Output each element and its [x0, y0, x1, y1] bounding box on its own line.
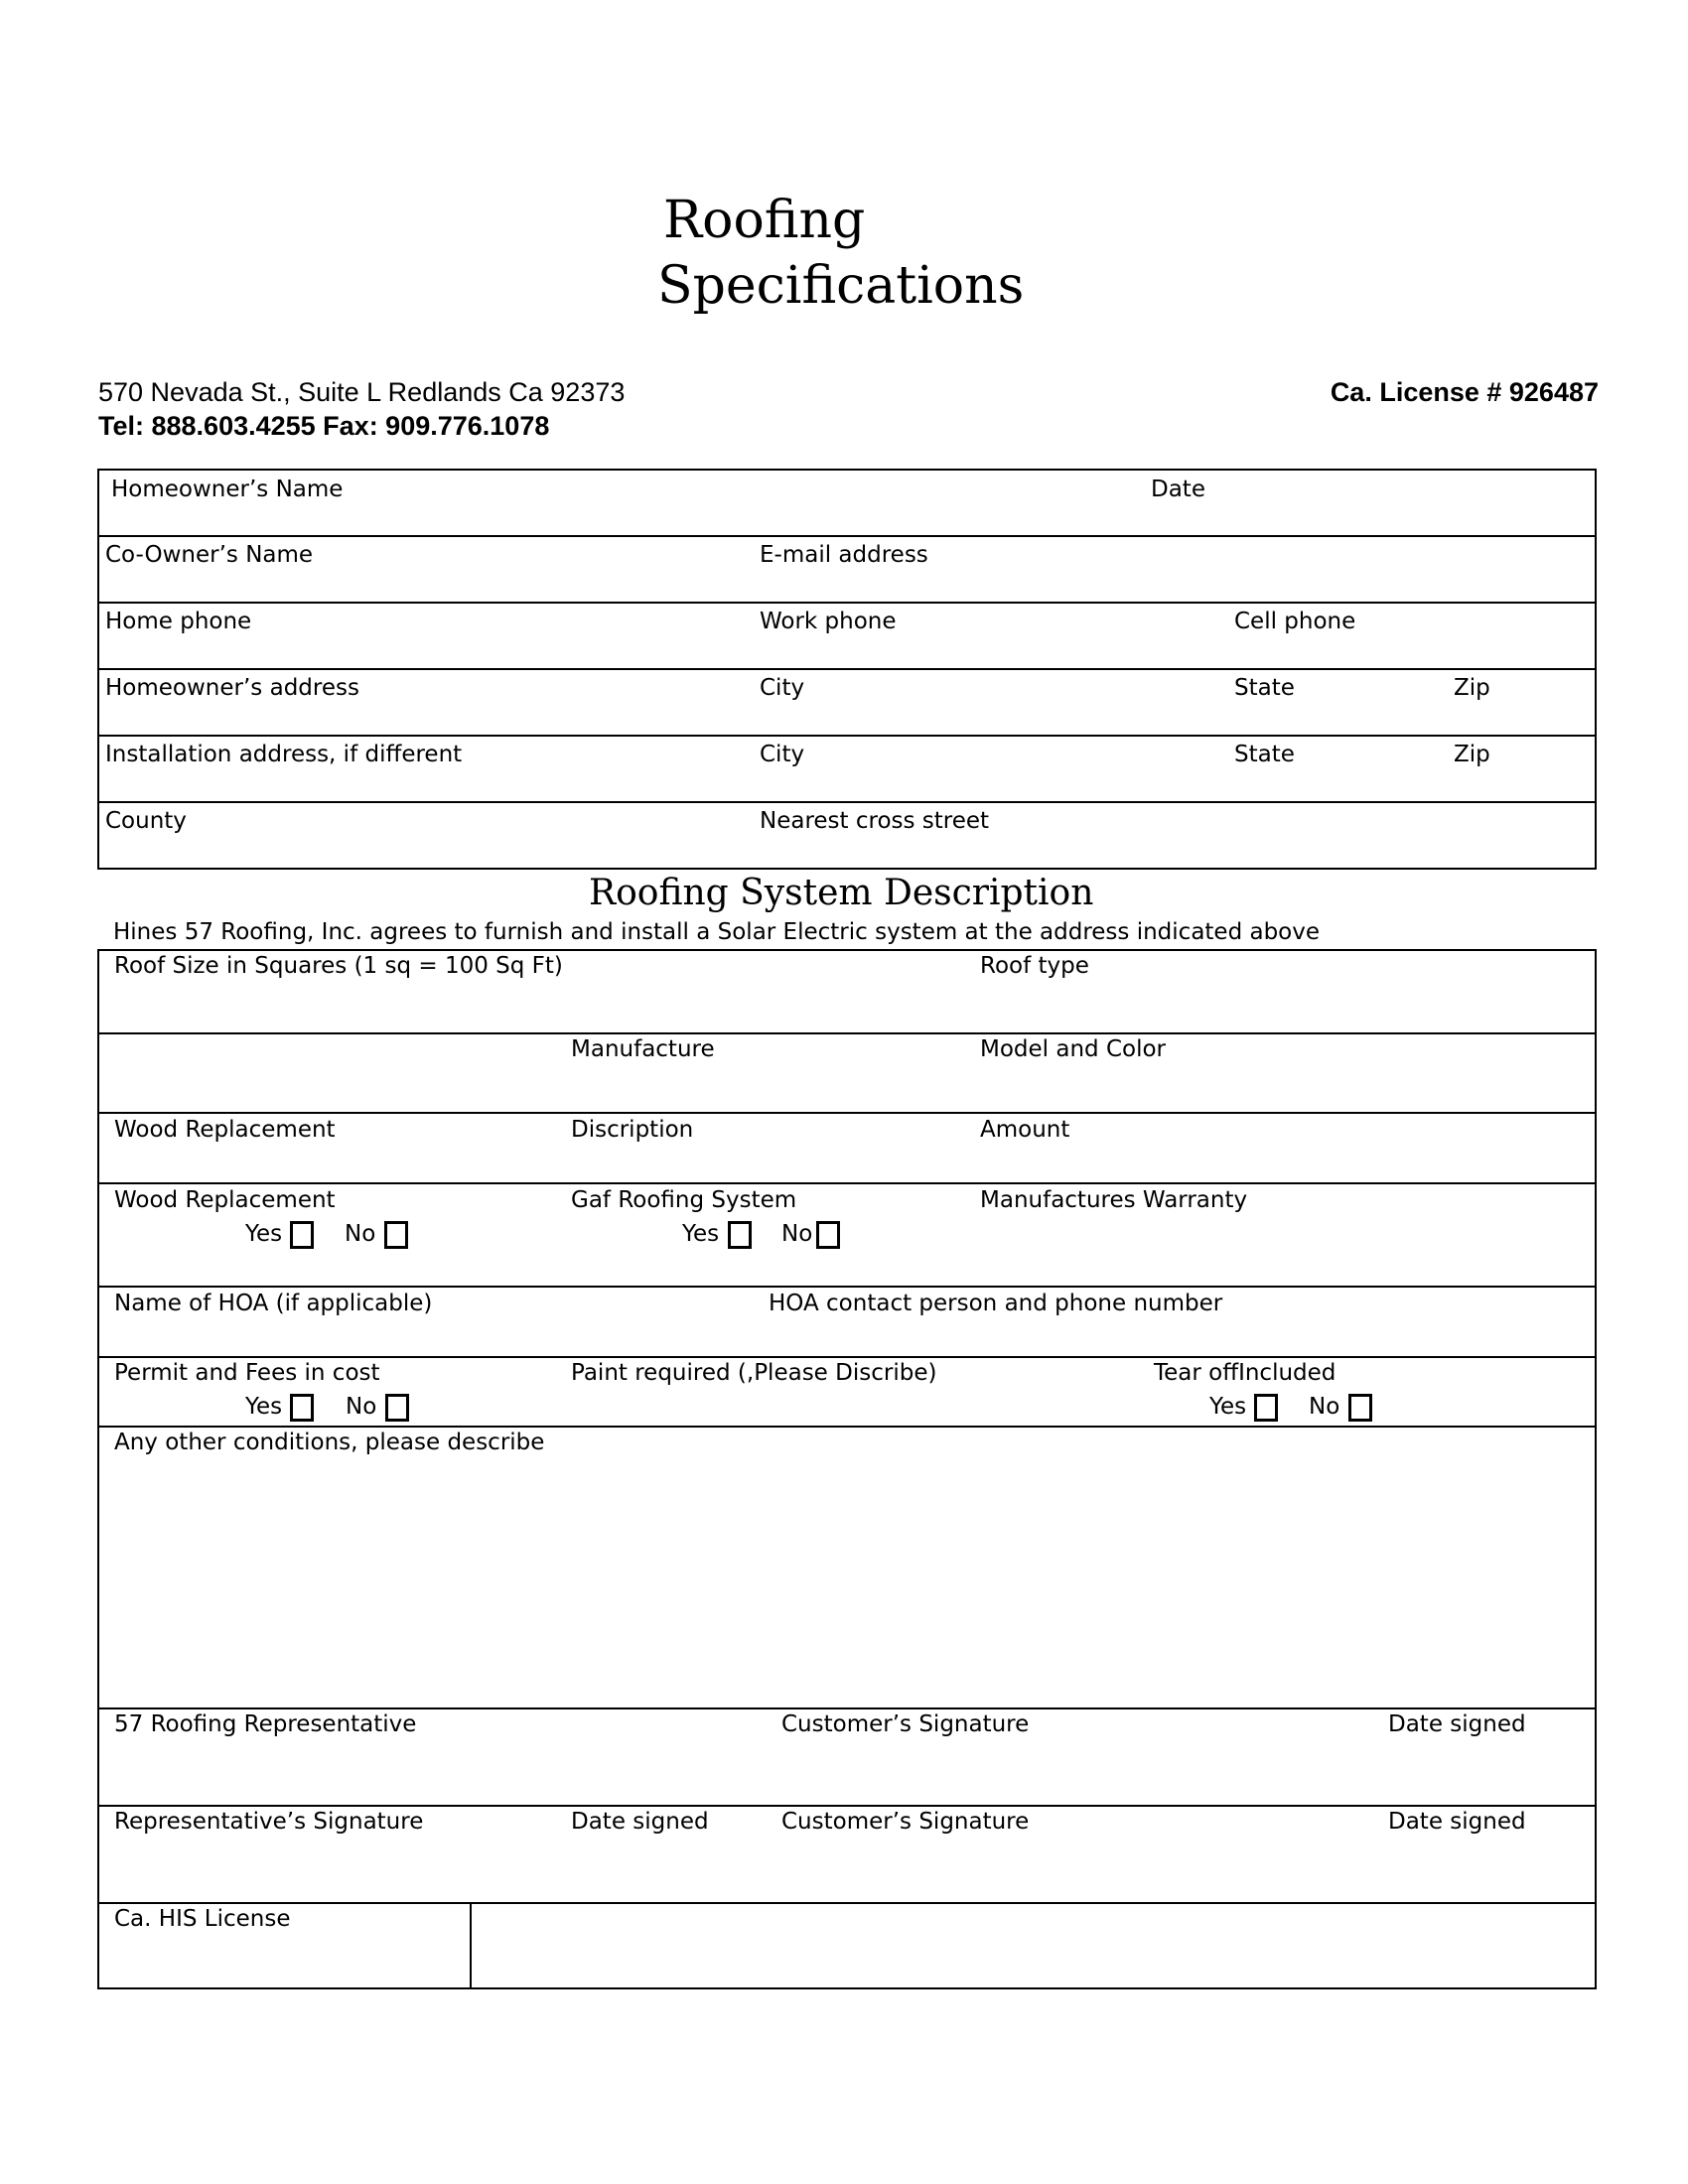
divider: [97, 1805, 1597, 1807]
divider: [97, 1112, 1597, 1114]
wood-yes-label: Yes: [245, 1221, 283, 1247]
divider: [97, 801, 1597, 803]
install-state-field[interactable]: State: [1234, 742, 1295, 767]
amount-field[interactable]: Amount: [980, 1117, 1070, 1143]
gaf-yes-label: Yes: [682, 1221, 720, 1247]
gaf-system-option: Gaf Roofing System: [571, 1187, 797, 1213]
county-field[interactable]: County: [105, 808, 187, 834]
divider: [470, 1902, 472, 1989]
roof-size-field[interactable]: Roof Size in Squares (1 sq = 100 Sq Ft): [114, 953, 563, 979]
wood-no-label: No: [345, 1221, 376, 1247]
divider: [97, 1032, 1597, 1034]
install-zip-field[interactable]: Zip: [1454, 742, 1490, 767]
paint-required-field[interactable]: Paint required (,Please Discribe): [571, 1360, 937, 1386]
home-phone-field[interactable]: Home phone: [105, 609, 252, 634]
permit-fees-option: Permit and Fees in cost: [114, 1360, 380, 1386]
tear-off-yes-label: Yes: [1209, 1394, 1247, 1420]
wood-replacement-option: Wood Replacement: [114, 1187, 336, 1213]
his-license-field[interactable]: Ca. HIS License: [114, 1906, 291, 1932]
permit-no-checkbox[interactable]: [385, 1394, 409, 1422]
company-address: 570 Nevada St., Suite L Redlands Ca 92373: [98, 377, 626, 407]
date-signed-field[interactable]: Date signed: [1388, 1711, 1526, 1737]
customer-date-signed-2-field[interactable]: Date signed: [1388, 1809, 1526, 1835]
other-conditions-field[interactable]: Any other conditions, please describe: [114, 1430, 545, 1455]
wood-no-checkbox[interactable]: [384, 1221, 408, 1249]
permit-yes-label: Yes: [245, 1394, 283, 1420]
wood-yes-checkbox[interactable]: [290, 1221, 314, 1249]
co-owner-name-field[interactable]: Co-Owner’s Name: [105, 542, 314, 568]
company-contact: Tel: 888.603.4255 Fax: 909.776.1078: [98, 411, 550, 441]
agreement-text: Hines 57 Roofing, Inc. agrees to furnish and install a Solar Electric system at the address indicated above: [113, 919, 1321, 945]
zip-field[interactable]: Zip: [1454, 675, 1490, 701]
work-phone-field[interactable]: Work phone: [760, 609, 897, 634]
rep-signature-field[interactable]: Representative’s Signature: [114, 1809, 424, 1835]
gaf-yes-checkbox[interactable]: [728, 1221, 752, 1249]
city-field[interactable]: City: [760, 675, 805, 701]
permit-no-label: No: [346, 1394, 377, 1420]
tear-off-yes-checkbox[interactable]: [1254, 1394, 1278, 1422]
email-field[interactable]: E-mail address: [760, 542, 928, 568]
date-field[interactable]: Date: [1151, 477, 1205, 502]
divider: [97, 1902, 1597, 1904]
divider: [97, 535, 1597, 537]
homeowner-address-field[interactable]: Homeowner’s address: [105, 675, 359, 701]
divider: [97, 602, 1597, 604]
customer-signature-2-field[interactable]: Customer’s Signature: [781, 1809, 1030, 1835]
tear-off-no-checkbox[interactable]: [1348, 1394, 1372, 1422]
gaf-no-label: No: [781, 1221, 813, 1247]
model-color-field[interactable]: Model and Color: [980, 1036, 1166, 1062]
representative-field[interactable]: 57 Roofing Representative: [114, 1711, 417, 1737]
manufactures-warranty-field[interactable]: Manufactures Warranty: [980, 1187, 1248, 1213]
divider: [97, 1356, 1597, 1358]
hoa-name-field[interactable]: Name of HOA (if applicable): [114, 1291, 433, 1316]
cell-phone-field[interactable]: Cell phone: [1234, 609, 1356, 634]
tear-off-no-label: No: [1309, 1394, 1340, 1420]
divider: [97, 1182, 1597, 1184]
divider: [97, 668, 1597, 670]
divider: [97, 735, 1597, 737]
install-city-field[interactable]: City: [760, 742, 805, 767]
customer-signature-field[interactable]: Customer’s Signature: [781, 1711, 1030, 1737]
section-title: Roofing System Description: [589, 873, 1094, 913]
divider: [97, 1426, 1597, 1428]
homeowner-name-field[interactable]: Homeowner’s Name: [111, 477, 344, 502]
hoa-contact-field[interactable]: HOA contact person and phone number: [769, 1291, 1223, 1316]
page-title-line1: Roofing: [663, 191, 866, 250]
page-title-line2: Specifications: [657, 256, 1025, 316]
license-number: Ca. License # 926487: [1330, 377, 1599, 407]
gaf-no-checkbox[interactable]: [816, 1221, 840, 1249]
roof-type-field[interactable]: Roof type: [980, 953, 1089, 979]
manufacture-field[interactable]: Manufacture: [571, 1036, 715, 1062]
discription-field[interactable]: Discription: [571, 1117, 694, 1143]
divider: [97, 1286, 1597, 1288]
divider: [97, 1707, 1597, 1709]
tear-off-option: Tear offIncluded: [1154, 1360, 1336, 1386]
installation-address-field[interactable]: Installation address, if different: [105, 742, 463, 767]
state-field[interactable]: State: [1234, 675, 1295, 701]
permit-yes-checkbox[interactable]: [290, 1394, 314, 1422]
wood-replacement-field[interactable]: Wood Replacement: [114, 1117, 336, 1143]
cross-street-field[interactable]: Nearest cross street: [760, 808, 990, 834]
rep-date-signed-field[interactable]: Date signed: [571, 1809, 709, 1835]
